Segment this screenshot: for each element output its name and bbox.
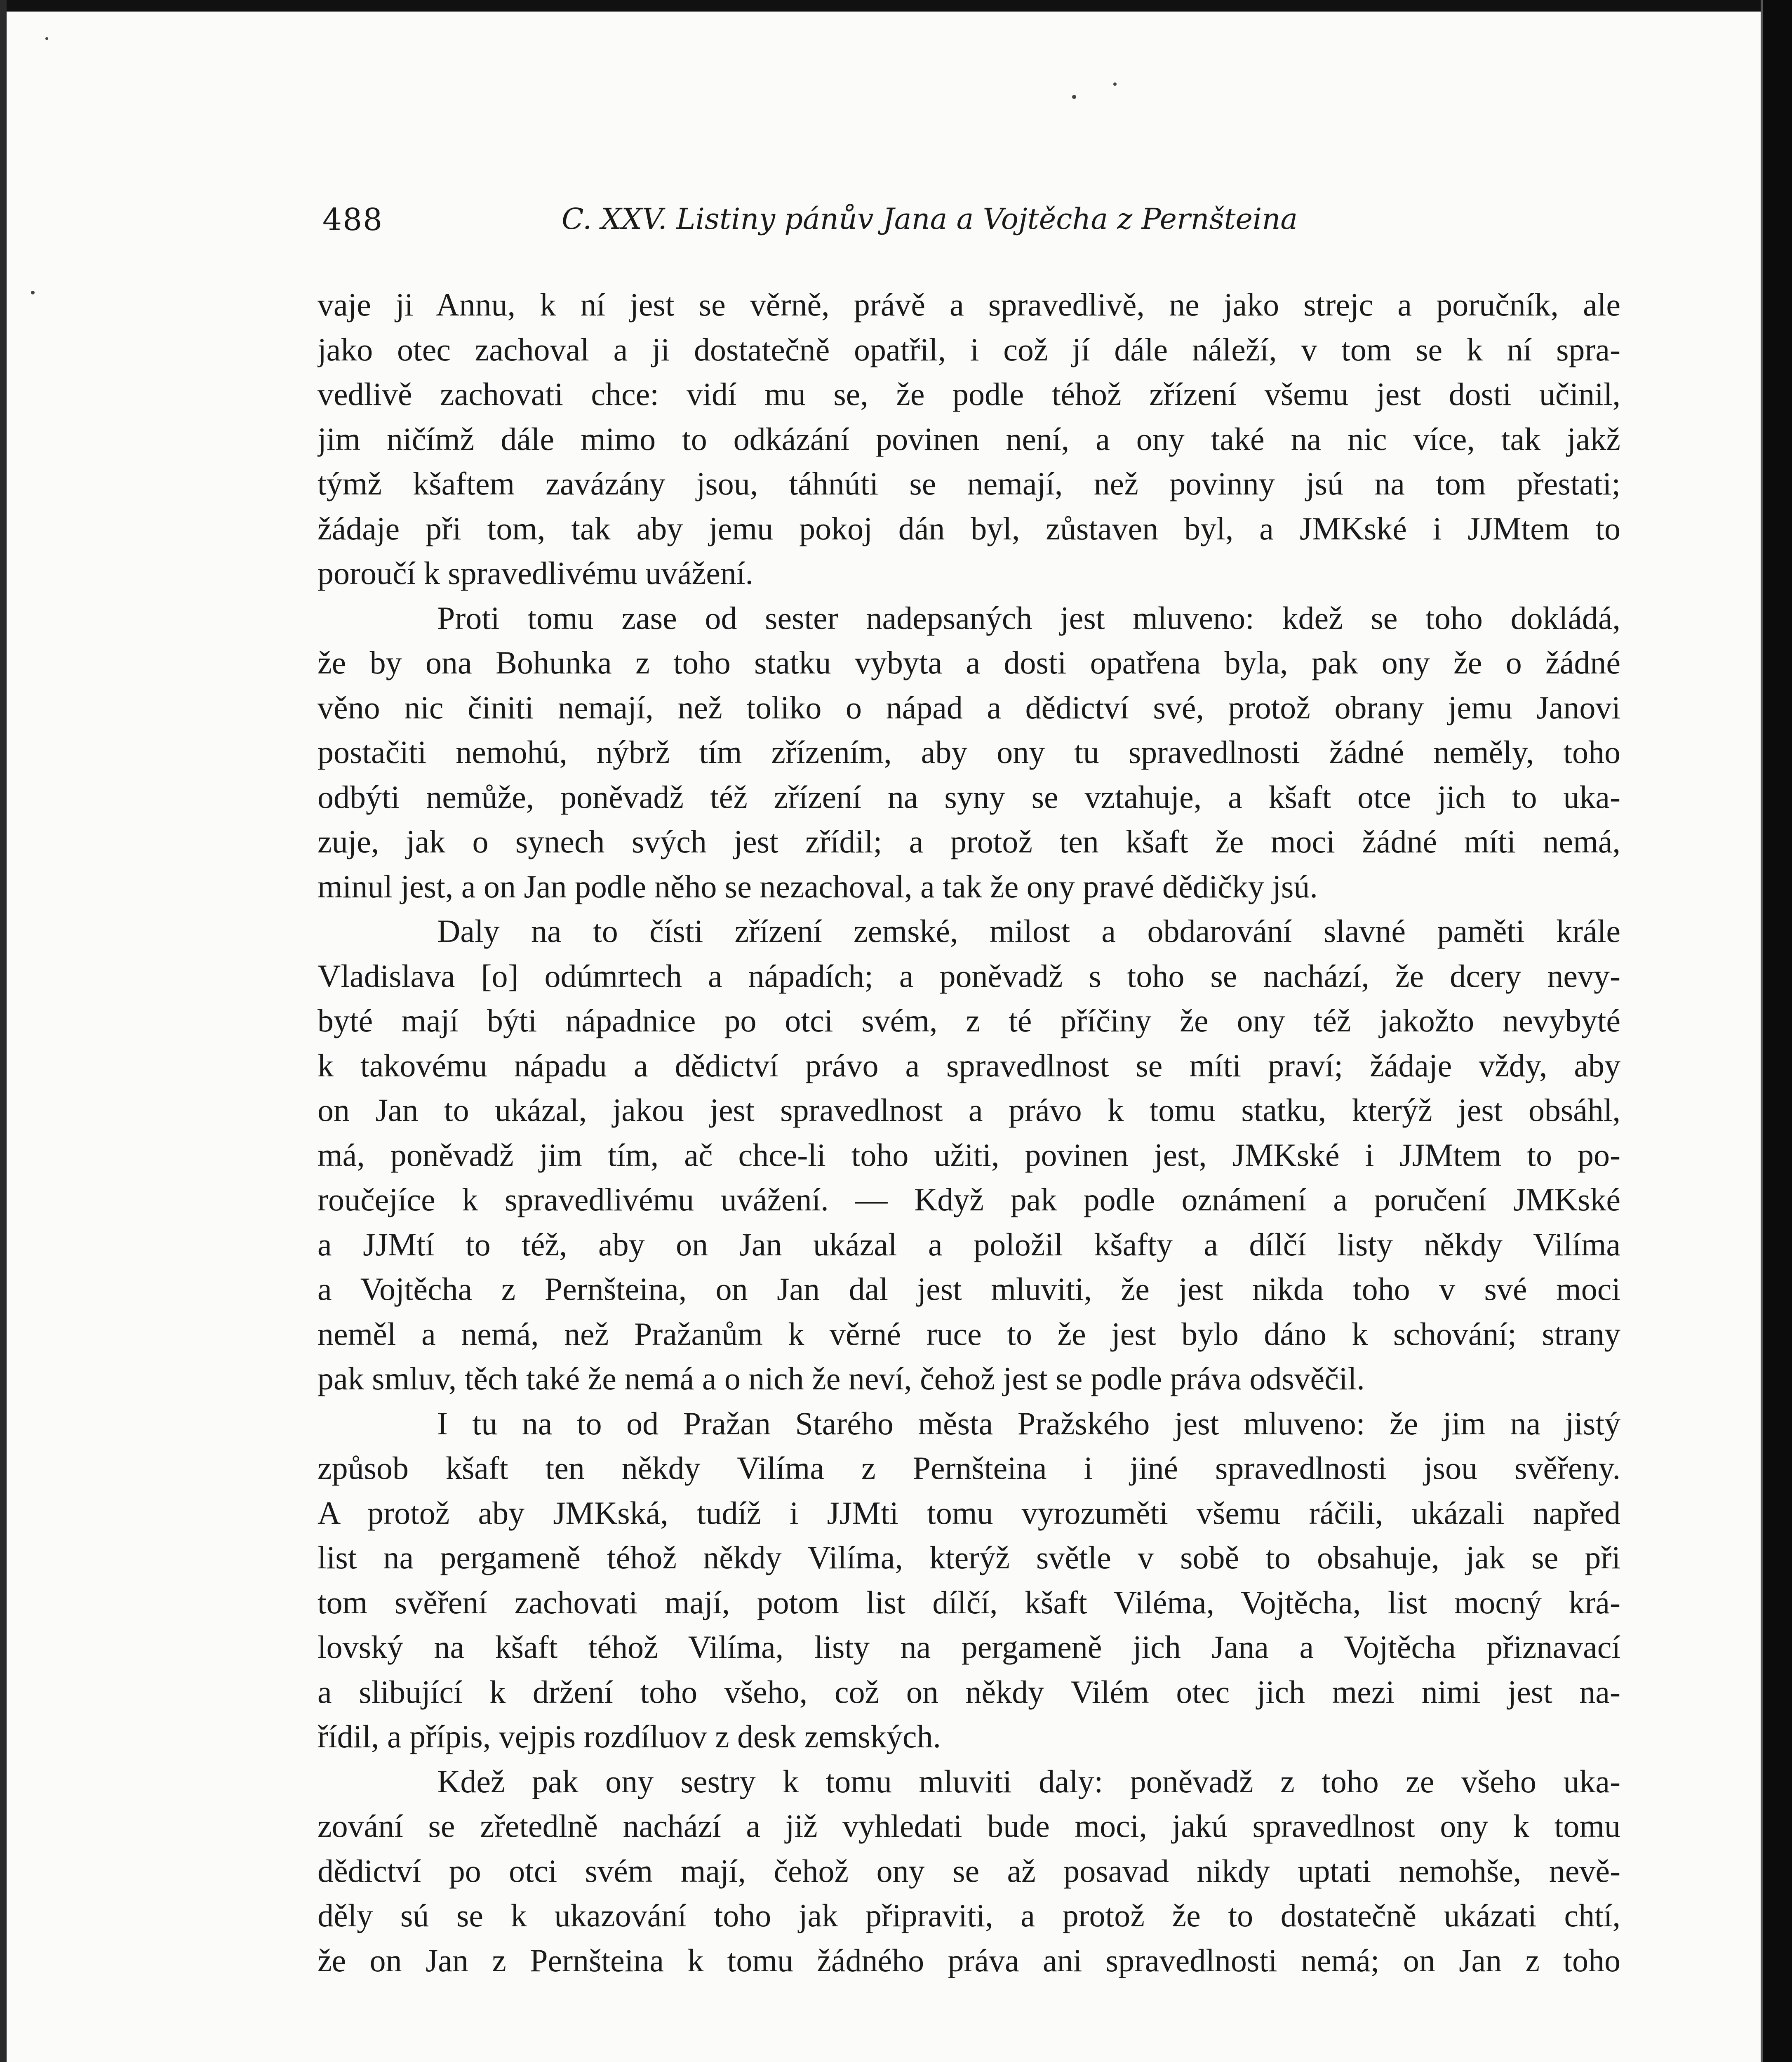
text-line: způsob kšaft ten někdy Vilíma z Pernšteina i jiné spravedlnosti jsou svěřeny. [317, 1450, 1620, 1486]
page-header [322, 202, 1337, 247]
text-line: poroučí k spravedlivému uvážení. [317, 555, 753, 591]
text-line: A protož aby JMKská, tudíž i JJMti tomu vyrozuměti všemu ráčili, ukázali napřed [317, 1495, 1620, 1531]
text-line: vaje ji Annu, k ní jest se věrně, právě a spravedlivě, ne jako strejc a poručník, ale [317, 287, 1620, 322]
text-line: má, poněvadž jim tím, ač chce-li toho užiti, povinen jest, JMKské i JJMtem to po- [317, 1137, 1620, 1173]
paragraph-start-line: I tu na to od Pražan Starého města Pražského jest mluveno: že jim na jistý [437, 1405, 1620, 1441]
text-line: jim ničímž dále mimo to odkázání povinen není, a ony také na nic více, tak jakž [317, 421, 1620, 457]
text-line: zuje, jak o synech svých jest zřídil; a protož ten kšaft že moci žádné míti nemá, [317, 824, 1620, 859]
text-line: lovský na kšaft téhož Vilíma, listy na pergameně jich Jana a Vojtěcha přiznavací [317, 1629, 1620, 1665]
text-line: dědictví po otci svém mají, čehož ony se až posavad nikdy uptati nemohše, nevě- [317, 1853, 1620, 1889]
scan-speck [1113, 82, 1117, 86]
text-line: a slibující k držení toho všeho, což on někdy Vilém otec jich mezi nimi jest na- [317, 1674, 1620, 1710]
text-line: že on Jan z Pernšteina k tomu žádného práva ani spravedlnosti nemá; on Jan z toho [317, 1942, 1620, 1978]
text-line: Vladislava [o] odúmrtech a nápadích; a poněvadž s toho se nachází, že dcery nevy- [317, 958, 1620, 994]
scan-speck [45, 37, 48, 40]
text-line: postačiti nemohú, nýbrž tím zřízením, aby ony tu spravedlnosti žádné neměly, toho [317, 734, 1620, 770]
paragraph-start-line: Daly na to čísti zřízení zemské, milost a obdarování slavné paměti krále [437, 913, 1620, 949]
paragraph-start-line: Kdež pak ony sestry k tomu mluviti daly: poněvadž z toho ze všeho uka- [437, 1763, 1620, 1799]
running-title: C. XXV. Listiny pánův Jana a Vojtěcha z Pernšteina [562, 202, 1298, 236]
text-line: a JJMtí to též, aby on Jan ukázal a položil kšafty a dílčí listy někdy Vilíma [317, 1226, 1620, 1262]
text-line: k takovému nápadu a dědictví právo a spravedlnost se míti praví; žádaje vždy, aby [317, 1047, 1620, 1083]
text-line: zování se zřetedlně nachází a již vyhledati bude moci, jakú spravedlnost ony k tomu [317, 1808, 1620, 1844]
scan-border-top [0, 0, 1792, 12]
text-line: odbýti nemůže, poněvadž též zřízení na syny se vztahuje, a kšaft otce jich to uka- [317, 779, 1620, 815]
text-line: minul jest, a on Jan podle něho se nezachoval, a tak že ony pravé dědičky jsú. [317, 868, 1318, 904]
text-line: žádaje při tom, tak aby jemu pokoj dán byl, zůstaven byl, a JMKské i JJMtem to [317, 510, 1620, 546]
scan-speck [1072, 95, 1076, 99]
scan-border-right [1763, 0, 1792, 2062]
text-line: list na pergameně téhož někdy Vilíma, kterýž světle v sobě to obsahuje, jak se při [317, 1539, 1620, 1575]
text-line: řídil, a přípis, vejpis rozdíluov z desk zemských. [317, 1718, 941, 1754]
scan-speck [31, 291, 35, 294]
text-line: pak smluv, těch také že nemá a o nich že neví, čehož jest se podle práva odsvěčil. [317, 1361, 1365, 1396]
paragraph-start-line: Proti tomu zase od sester nadepsaných jest mluveno: kdež se toho dokládá, [437, 600, 1620, 636]
text-line: vedlivě zachovati chce: vidí mu se, že podle téhož zřízení všemu jest dosti učinil, [317, 376, 1620, 412]
text-line: neměl a nemá, než Pražanům k věrné ruce to že jest bylo dáno k schování; strany [317, 1316, 1620, 1352]
text-line: roučejíce k spravedlivému uvážení. — Když pak podle oznámení a poručení JMKské [317, 1182, 1620, 1217]
text-line: byté mají býti nápadnice po otci svém, z té příčiny že ony též jakožto nevybyté [317, 1003, 1620, 1038]
text-line: on Jan to ukázal, jakou jest spravedlnost a právo k tomu statku, kterýž jest obsáhl, [317, 1092, 1620, 1128]
text-line: věno nic činiti nemají, než toliko o nápad a dědictví své, protož obrany jemu Janovi [317, 689, 1620, 725]
text-line: týmž kšaftem zavázány jsou, táhnúti se nemají, než povinny jsú na tom přestati; [317, 466, 1620, 501]
scan-border-left [0, 0, 7, 2062]
text-line: děly sú se k ukazování toho jak připraviti, a protož že to dostatečně ukázati chtí, [317, 1897, 1620, 1933]
page-number: 488 [322, 202, 383, 238]
body-text [317, 282, 1620, 1983]
text-line: tom svěření zachovati mají, potom list dílčí, kšaft Viléma, Vojtěcha, list mocný krá- [317, 1584, 1620, 1620]
text-line: že by ona Bohunka z toho statku vybyta a dosti opatřena byla, pak ony že o žádné [317, 645, 1620, 680]
text-line: a Vojtěcha z Pernšteina, on Jan dal jest mluviti, že jest nikda toho v své moci [317, 1271, 1620, 1307]
text-line: jako otec zachoval a ji dostatečně opatřil, i což jí dále náleží, v tom se k ní spra- [317, 331, 1620, 367]
